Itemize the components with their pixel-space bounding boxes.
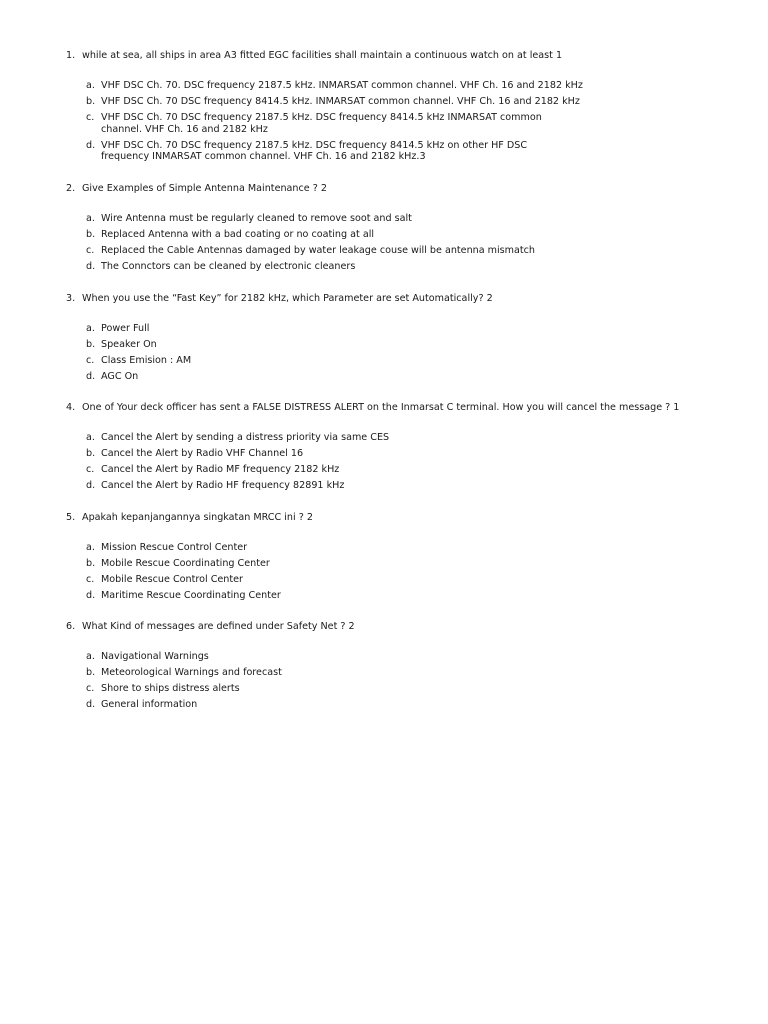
option-c xyxy=(86,574,746,586)
question-5-stem xyxy=(66,511,746,524)
question-5 xyxy=(66,511,746,606)
option-text: Cancel the Alert by Radio HF frequency 82891 kHz xyxy=(101,480,345,491)
option-letter: b. xyxy=(86,667,96,678)
question-number: 4. xyxy=(66,402,76,413)
question-text: One of Your deck officer has sent a FALSE DISTRESS ALERT on the Inmarsat C terminal. How you will cancel the message ? 1 xyxy=(82,402,680,413)
option-b xyxy=(86,667,746,679)
option-text: VHF DSC Ch. 70 DSC frequency 2187.5 kHz. DSC frequency 8414.5 kHz on other HF DSC frequency INMARSAT common channel. VHF Ch. 16 and 2182 kHz.3 xyxy=(101,139,528,162)
option-a xyxy=(86,432,746,444)
question-4 xyxy=(66,401,746,496)
option-letter: b. xyxy=(86,558,96,569)
option-a xyxy=(86,542,746,554)
option-d xyxy=(86,480,746,492)
option-text: Replaced Antenna with a bad coating or no coating at all xyxy=(101,229,375,240)
question-text: What Kind of messages are defined under Safety Net ? 2 xyxy=(82,621,355,632)
option-c xyxy=(86,355,746,367)
option-text: VHF DSC Ch. 70 DSC frequency 2187.5 kHz. DSC frequency 8414.5 kHz INMARSAT common channel. VHF Ch. 16 and 2182 kHz xyxy=(101,112,542,135)
question-text: Apakah kepanjangannya singkatan MRCC ini ? 2 xyxy=(82,512,313,523)
option-a xyxy=(86,651,746,663)
option-b xyxy=(86,96,746,108)
option-letter: d. xyxy=(86,139,96,151)
option-text: Meteorological Warnings and forecast xyxy=(101,667,282,678)
option-text: Shore to ships distress alerts xyxy=(101,683,240,694)
question-2 xyxy=(66,182,746,277)
option-text: Replaced the Cable Antennas damaged by water leakage couse will be antenna mismatch xyxy=(101,245,536,256)
option-b xyxy=(86,339,746,351)
option-letter: c. xyxy=(86,574,95,585)
option-letter: b. xyxy=(86,96,96,107)
option-d xyxy=(86,261,746,273)
option-letter: b. xyxy=(86,229,96,240)
question-number: 6. xyxy=(66,621,76,632)
option-b xyxy=(86,448,746,460)
option-b xyxy=(86,229,746,241)
option-letter: a. xyxy=(86,651,95,662)
option-letter: a. xyxy=(86,432,95,443)
option-a xyxy=(86,213,746,225)
option-letter: d. xyxy=(86,699,96,710)
question-3 xyxy=(66,292,746,387)
option-letter: c. xyxy=(86,464,95,475)
option-text: The Connctors can be cleaned by electronic cleaners xyxy=(101,261,356,272)
option-text: Navigational Warnings xyxy=(101,651,209,662)
option-d xyxy=(86,140,746,163)
option-text: General information xyxy=(101,699,198,710)
option-list xyxy=(86,432,746,492)
option-text: Mobile Rescue Coordinating Center xyxy=(101,558,270,569)
option-text: VHF DSC Ch. 70 DSC frequency 8414.5 kHz. INMARSAT common channel. VHF Ch. 16 and 2182 kHz xyxy=(101,96,580,107)
option-text: AGC On xyxy=(101,371,139,382)
option-letter: c. xyxy=(86,112,95,123)
option-text: Maritime Rescue Coordinating Center xyxy=(101,590,281,601)
option-letter: d. xyxy=(86,261,96,272)
question-number: 1. xyxy=(66,50,76,61)
question-3-stem xyxy=(66,292,746,305)
option-list xyxy=(86,651,746,711)
option-c xyxy=(86,683,746,695)
question-text: while at sea, all ships in area A3 fitted EGC facilities shall maintain a continuous watch on at least 1 xyxy=(82,50,563,61)
option-letter: b. xyxy=(86,339,96,350)
option-d xyxy=(86,699,746,711)
option-text: Cancel the Alert by Radio MF frequency 2182 kHz xyxy=(101,464,340,475)
question-6 xyxy=(66,620,746,715)
option-a xyxy=(86,323,746,335)
question-number: 5. xyxy=(66,512,76,523)
option-letter: a. xyxy=(86,213,95,224)
option-b xyxy=(86,558,746,570)
option-letter: d. xyxy=(86,371,96,382)
option-text: Mission Rescue Control Center xyxy=(101,542,248,553)
option-d xyxy=(86,371,746,383)
option-letter: d. xyxy=(86,590,96,601)
question-1-stem xyxy=(66,49,746,62)
option-list xyxy=(86,323,746,383)
option-letter: c. xyxy=(86,683,95,694)
option-text: Cancel the Alert by Radio VHF Channel 16 xyxy=(101,448,304,459)
question-4-stem xyxy=(66,401,746,414)
option-text: Speaker On xyxy=(101,339,157,350)
option-text: Mobile Rescue Control Center xyxy=(101,574,243,585)
option-d xyxy=(86,590,746,602)
option-letter: c. xyxy=(86,355,95,366)
option-c xyxy=(86,112,746,135)
option-letter: a. xyxy=(86,80,95,91)
question-2-stem xyxy=(66,182,746,195)
question-text: Give Examples of Simple Antenna Maintenance ? 2 xyxy=(82,183,327,194)
option-a xyxy=(86,80,746,92)
option-c xyxy=(86,245,746,257)
option-text: Class Emision : AM xyxy=(101,355,192,366)
option-list xyxy=(86,542,746,602)
option-list xyxy=(86,213,746,273)
option-list xyxy=(86,80,746,163)
question-1 xyxy=(66,49,746,167)
option-letter: d. xyxy=(86,480,96,491)
question-6-stem xyxy=(66,620,746,633)
question-number: 3. xyxy=(66,293,76,304)
option-text: Wire Antenna must be regularly cleaned to remove soot and salt xyxy=(101,213,412,224)
option-text: Cancel the Alert by sending a distress priority via same CES xyxy=(101,432,390,443)
option-letter: c. xyxy=(86,245,95,256)
option-c xyxy=(86,464,746,476)
option-letter: a. xyxy=(86,542,95,553)
option-text: Power Full xyxy=(101,323,150,334)
question-text: When you use the “Fast Key” for 2182 kHz, which Parameter are set Automatically? 2 xyxy=(82,293,493,304)
question-number: 2. xyxy=(66,183,76,194)
option-letter: a. xyxy=(86,323,95,334)
option-text: VHF DSC Ch. 70. DSC frequency 2187.5 kHz. INMARSAT common channel. VHF Ch. 16 and 2182 kHz xyxy=(101,80,583,91)
option-letter: b. xyxy=(86,448,96,459)
